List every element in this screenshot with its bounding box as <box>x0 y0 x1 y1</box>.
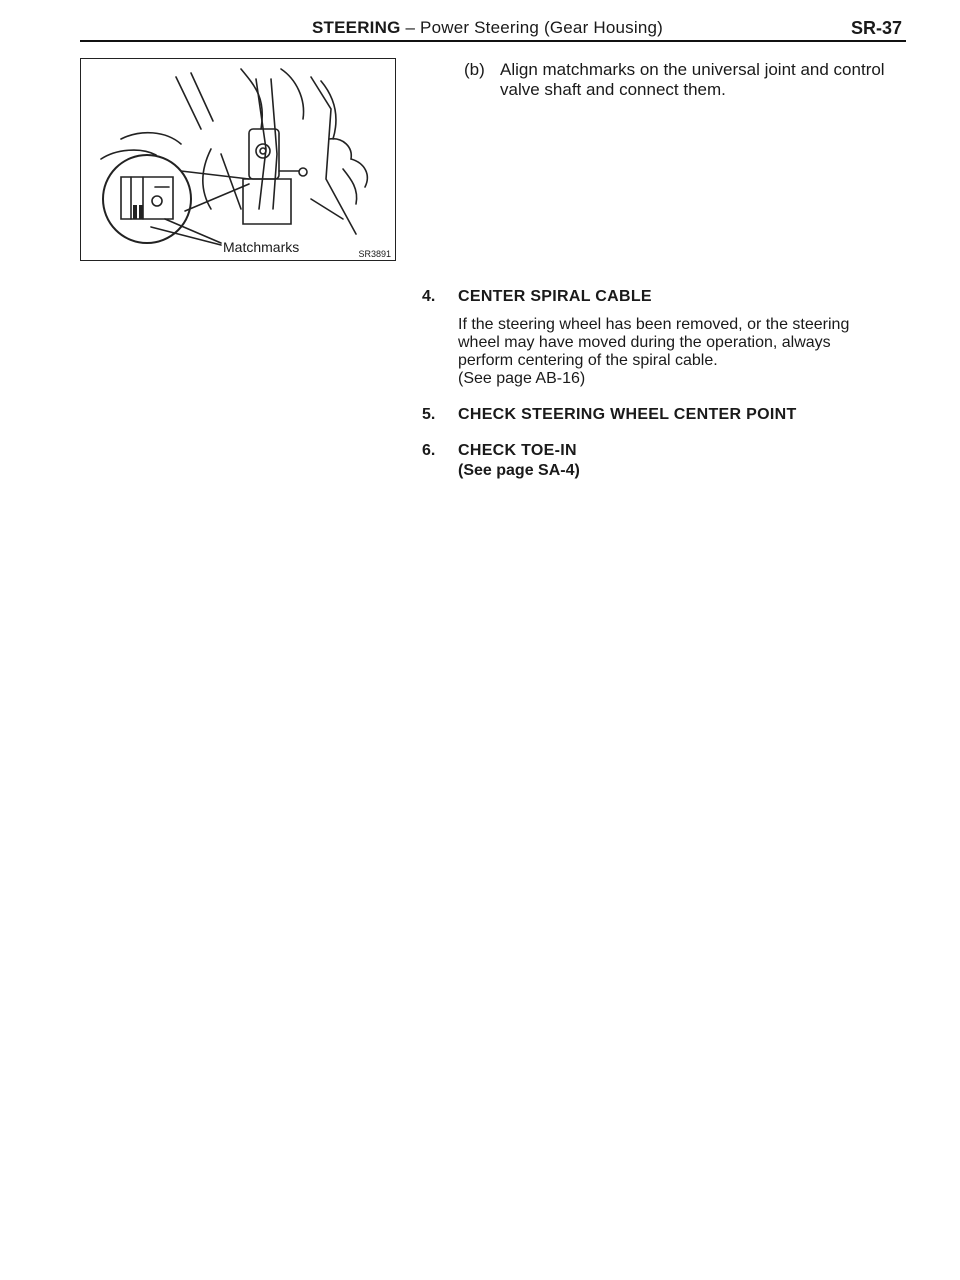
item-4-line: If the steering wheel has been removed, or the steering <box>458 316 850 333</box>
page-number: SR-37 <box>850 18 902 38</box>
header-subtitle: Power Steering (Gear Housing) <box>420 18 663 37</box>
header-separator: – <box>400 18 421 37</box>
item-6-number: 6. <box>422 442 436 459</box>
item-4-heading: CENTER SPIRAL CABLE <box>458 288 652 305</box>
item-5-number: 5. <box>422 406 436 423</box>
item-4-line: wheel may have moved during the operation, always <box>458 334 831 351</box>
item-4-number: 4. <box>422 288 436 305</box>
figure-label: Matchmarks <box>223 239 300 255</box>
item-4-line: perform centering of the spiral cable. <box>458 352 718 369</box>
step-b-marker: (b) <box>464 60 485 79</box>
figure-matchmarks <box>80 58 396 261</box>
item-6-heading: CHECK TOE-IN <box>458 442 577 459</box>
step-b-text: Align matchmarks on the universal joint and control valve shaft and connect them. <box>500 60 885 99</box>
item-5-heading: CHECK STEERING WHEEL CENTER POINT <box>458 406 797 423</box>
item-6-reference: (See page SA-4) <box>458 462 580 479</box>
item-4-line: (See page AB-16) <box>458 370 586 387</box>
header-title <box>312 18 663 38</box>
page-header <box>80 14 904 40</box>
item-4-body <box>458 316 906 388</box>
figure-code: SR3891 <box>358 249 391 259</box>
steering-joint-illustration <box>81 59 396 261</box>
header-rule <box>80 40 906 42</box>
header-section: STEERING <box>312 18 401 37</box>
